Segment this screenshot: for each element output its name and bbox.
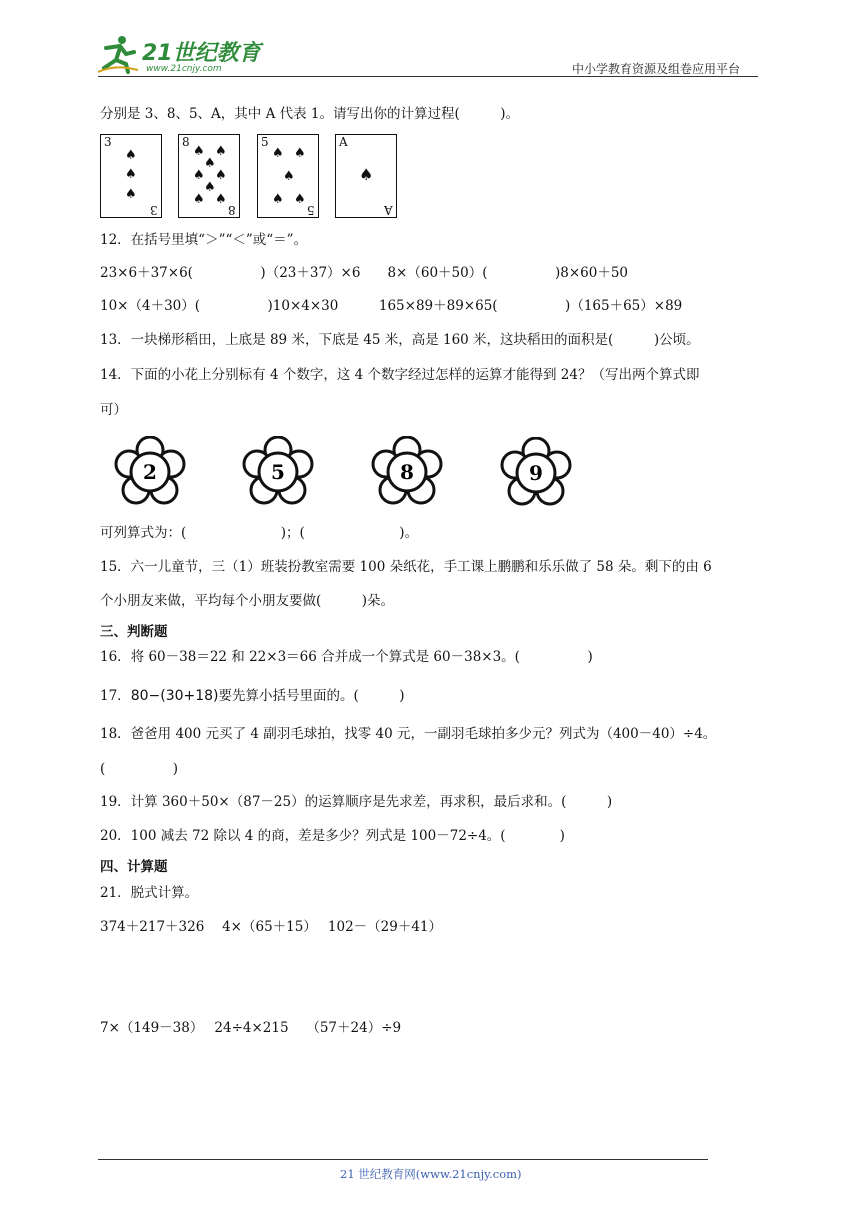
q14-answer: 可列算式为：( )；( )。: [100, 525, 419, 541]
q12-title: 12．在括号里填“＞”“＜”或“＝”。: [100, 232, 308, 248]
q19-text: 19．计算 360＋50×（87－25）的运算顺序是先求差，再求积，最后求和。( ): [100, 794, 613, 810]
q17-statement: 要先算小括号里面的。( ): [218, 688, 405, 704]
footer-divider: [98, 1159, 708, 1160]
spade-icon: ♠: [193, 168, 205, 183]
spade-icon: ♠: [204, 180, 216, 195]
q17-number: 17．: [100, 688, 131, 704]
spade-icon: ♠: [359, 165, 374, 184]
card-rank: 3: [150, 203, 158, 217]
spade-icon: ♠: [125, 187, 137, 202]
q17-expression: 80−(30+18): [130, 688, 219, 704]
footer-link[interactable]: 21 世纪教育网(www.21cnjy.com): [340, 1167, 522, 1181]
spade-icon: ♠: [272, 146, 284, 161]
q21-title: 21．脱式计算。: [100, 885, 199, 901]
card-rank: 3: [104, 135, 112, 149]
card-5: [257, 134, 319, 218]
logo-url: www.21cnjy.com: [146, 64, 222, 74]
header-platform-text: 中小学教育资源及组卷应用平台: [572, 62, 741, 76]
q12-row-2: 10×（4＋30）( )10×4×30 165×89＋89×65( )（165＋65）×89: [100, 298, 683, 314]
spade-icon: ♠: [125, 148, 137, 163]
spade-icon: ♠: [215, 168, 227, 183]
q21-row-1: 374＋217＋326 4×（65＋15） 102－（29＋41）: [100, 919, 443, 935]
card-rank: A: [339, 135, 348, 149]
spade-icon: ♠: [215, 192, 227, 207]
q17-text: [100, 687, 405, 705]
section-heading-4: 四、计算题: [100, 859, 168, 875]
section-heading-3: 三、判断题: [100, 624, 168, 640]
card-rank: 5: [307, 203, 315, 217]
spade-icon: ♠: [215, 144, 227, 159]
q13-text: 13．一块梯形稻田，上底是 89 米，下底是 45 米，高是 160 米，这块稻田的面积是( )公顷。: [100, 332, 700, 348]
card-rank: A: [384, 203, 393, 217]
q12-row-1: 23×6＋37×6( )（23＋37）×6 8×（60＋50）( )8×60＋50: [100, 265, 628, 281]
spade-icon: ♠: [193, 144, 205, 159]
spade-icon: ♠: [294, 192, 306, 207]
spade-icon: ♠: [193, 192, 205, 207]
q18-text-1: 18．爸爸用 400 元买了 4 副羽毛球拍，找零 40 元，一副羽毛球拍多少元？列式为（400－40）÷4。: [100, 726, 717, 742]
card-rank: 5: [261, 135, 269, 149]
spade-icon: ♠: [283, 169, 295, 184]
q11-text: 分别是 3、8、5、A，其中 A 代表 1。请写出你的计算过程( )。: [100, 106, 520, 122]
card-8: [178, 134, 240, 218]
card-3: [100, 134, 162, 218]
q18-text-2: ( ): [100, 761, 179, 777]
q21-row-2: 7×（149－38） 24÷4×215 （57＋24）÷9: [100, 1020, 402, 1036]
logo: [96, 34, 261, 74]
flower-icon: [500, 437, 572, 509]
spade-icon: ♠: [204, 156, 216, 171]
card-ace: [335, 134, 397, 218]
flower-icon: [114, 436, 186, 508]
logo-text: 21世纪教育: [142, 41, 261, 66]
q15-text-1: 15．六一儿童节，三（1）班装扮教室需要 100 朵纸花，手工课上鹏鹏和乐乐做了 58 朵。剩下的由 6: [100, 559, 712, 575]
q20-text: 20．100 减去 72 除以 4 的商，差是多少？列式是 100－72÷4。( ): [100, 828, 565, 844]
runner-logo-icon: [96, 34, 140, 74]
flower-icon: [242, 436, 314, 508]
q14-text-1: 14．下面的小花上分别标有 4 个数字，这 4 个数字经过怎样的运算才能得到 24？（写出两个算式即: [100, 367, 700, 383]
flower-number: 8: [400, 460, 414, 484]
card-rank: 8: [182, 135, 190, 149]
flower-number: 9: [529, 461, 543, 485]
q16-text: 16．将 60－38＝22 和 22×3＝66 合并成一个算式是 60－38×3。( ): [100, 649, 593, 665]
flower-number: 5: [271, 460, 285, 484]
header-divider: [98, 76, 758, 77]
flower-number: 2: [143, 460, 157, 484]
spade-icon: ♠: [272, 192, 284, 207]
q15-text-2: 个小朋友来做，平均每个小朋友要做( )朵。: [100, 593, 395, 609]
spade-icon: ♠: [125, 167, 137, 182]
card-rank: 8: [228, 203, 236, 217]
q14-text-2: 可）: [100, 402, 127, 418]
flower-icon: [371, 436, 443, 508]
spade-icon: ♠: [294, 146, 306, 161]
